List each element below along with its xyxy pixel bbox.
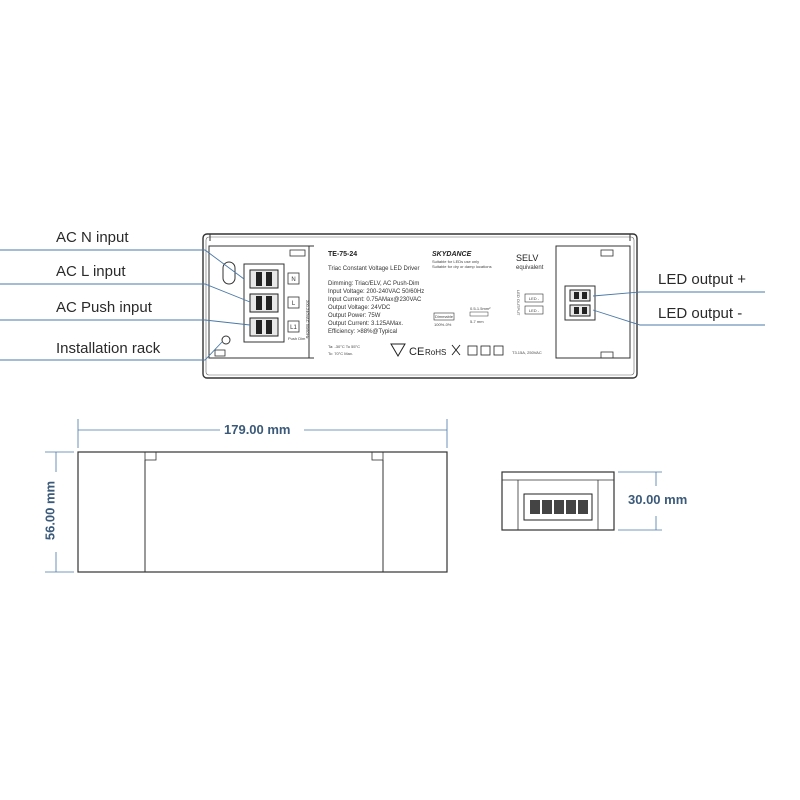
output-side-label: LED OUTPUT bbox=[516, 290, 521, 316]
spec-line-4: Output Voltage: 24VDC bbox=[328, 305, 391, 311]
selv-sub: equivalent bbox=[516, 265, 544, 271]
fuse-rating: T3.15A, 250VAC bbox=[512, 350, 542, 355]
model-name: TE-75-24 bbox=[328, 251, 358, 258]
terminal-n: N bbox=[291, 277, 296, 283]
spec-line-7: Efficiency: >88%@Typical bbox=[328, 329, 398, 335]
input-side-label: 200-240VAC 50/60Hz bbox=[305, 300, 310, 339]
suitable-line-1: Suitable for LEDs use only bbox=[432, 259, 480, 264]
label-ac-n-input: AC N input bbox=[56, 229, 129, 246]
label-ac-push-input: AC Push input bbox=[56, 299, 152, 316]
label-installation-rack: Installation rack bbox=[56, 340, 161, 357]
suitable-line-2: Suitable for dry or damp locations bbox=[432, 264, 492, 269]
label-led-output-plus: LED output + bbox=[658, 271, 746, 288]
dimension-length: 179.00 mm bbox=[224, 422, 291, 437]
spec-line-1: Dimming: Triac/ELV, AC Push-Dim bbox=[328, 281, 420, 287]
model-subtitle: Triac Constant Voltage LED Driver bbox=[328, 266, 420, 272]
spec-line-6: Output Current: 3.125AMax. bbox=[328, 321, 404, 327]
rohs-mark: RoHS bbox=[425, 348, 447, 357]
brand-logo: SKYDANCE bbox=[432, 251, 472, 258]
spec-line-5: Output Power: 75W bbox=[328, 313, 381, 319]
input-terminal-block bbox=[244, 264, 284, 342]
ce-mark-icon: CE bbox=[409, 346, 425, 358]
tc-rating: Tc: 70°C Max. bbox=[328, 351, 353, 356]
terminal-l: L bbox=[291, 301, 296, 307]
label-led-output-minus: LED output - bbox=[658, 305, 743, 322]
dimension-width: 56.00 mm bbox=[42, 480, 58, 541]
ta-rating: Ta: -30°C To 55°C bbox=[328, 344, 361, 349]
dimmable-text: Dimmable bbox=[434, 314, 454, 319]
driver-top-view bbox=[203, 234, 637, 378]
terminal-l1: L1 bbox=[290, 325, 297, 331]
label-ac-l-input: AC L input bbox=[56, 263, 126, 280]
selv-mark: SELV bbox=[516, 253, 539, 263]
dimension-height: 30.00 mm bbox=[628, 492, 688, 507]
wire-section: 0.5-1.5mm² bbox=[470, 306, 491, 311]
output-terminal-block bbox=[565, 286, 595, 320]
spec-line-2: Input Voltage: 200-240VAC 50/60Hz bbox=[328, 289, 425, 295]
push-dim-label: Push Dim bbox=[288, 336, 306, 341]
output-terminal-label-2: LED - bbox=[528, 308, 540, 313]
dim-range: 100%-0% bbox=[434, 322, 452, 327]
output-terminal-label-1: LED - bbox=[528, 296, 540, 301]
driver-end-view bbox=[502, 472, 614, 530]
driver-side-view bbox=[78, 452, 447, 572]
spec-line-3: Input Current: 0.75AMax@230VAC bbox=[328, 297, 422, 303]
wire-strip-length: 5-7 mm bbox=[470, 319, 484, 324]
